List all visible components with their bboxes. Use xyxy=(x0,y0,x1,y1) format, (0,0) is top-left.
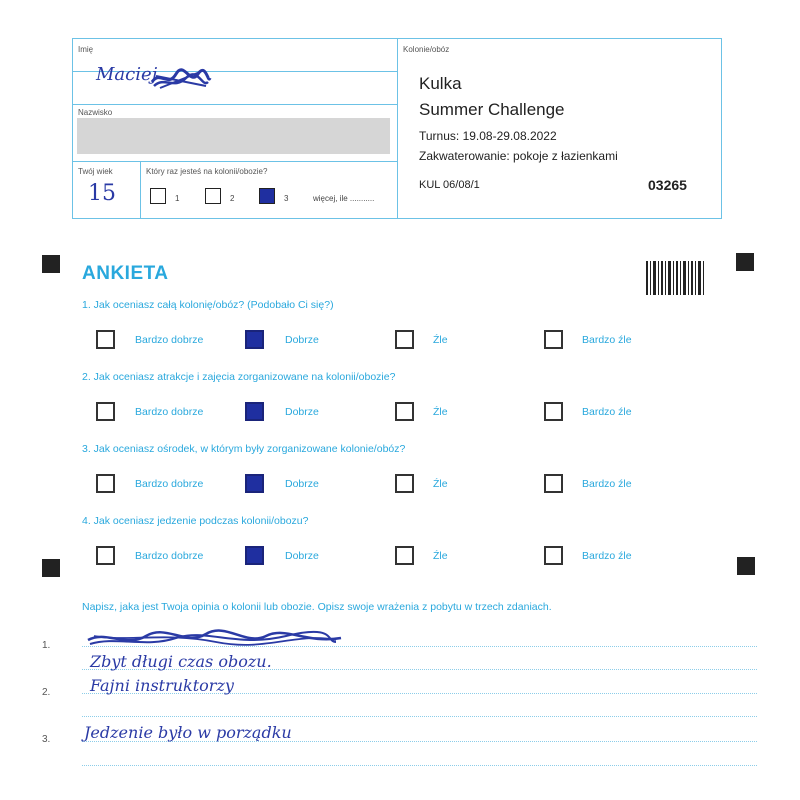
question-text: 3. Jak oceniasz ośrodek, w którym były zorganizowane kolonie/obóz? xyxy=(82,443,406,455)
rating-checkbox[interactable] xyxy=(96,402,115,421)
age-label: Twój wiek xyxy=(78,167,113,176)
header-rule xyxy=(140,161,141,219)
rating-option-label: Źle xyxy=(433,550,448,562)
rating-checkbox[interactable] xyxy=(395,330,414,349)
rating-option-label: Bardzo dobrze xyxy=(135,406,204,418)
answer-2[interactable]: Fajni instruktorzy xyxy=(90,676,234,695)
line-number: 3. xyxy=(42,734,51,745)
times-option-label: 2 xyxy=(230,194,235,203)
rating-checkbox[interactable] xyxy=(245,546,264,565)
rating-checkbox[interactable] xyxy=(96,546,115,565)
rating-option-label: Dobrze xyxy=(285,334,319,346)
times-option-label: 3 xyxy=(284,194,289,203)
camp-code: KUL 06/08/1 xyxy=(419,179,480,191)
rating-checkbox[interactable] xyxy=(395,474,414,493)
camp-subtitle: Summer Challenge xyxy=(419,100,565,119)
times-checkbox-1[interactable] xyxy=(150,188,166,204)
surname-label: Nazwisko xyxy=(78,108,113,117)
rating-option-label: Bardzo źle xyxy=(582,550,632,562)
line-number: 2. xyxy=(42,687,51,698)
crossed-out-scribble-icon xyxy=(86,628,346,650)
question-text: 1. Jak oceniasz całą kolonię/obóz? (Podobało Ci się?) xyxy=(82,299,334,311)
alignment-marker xyxy=(736,253,754,271)
times-checkbox-3[interactable] xyxy=(259,188,275,204)
rating-option-label: Źle xyxy=(433,406,448,418)
accommodation: Zakwaterowanie: pokoje z łazienkami xyxy=(419,149,618,163)
rating-checkbox[interactable] xyxy=(544,402,563,421)
question-text: 4. Jak oceniasz jedzenie podczas kolonii/obozu? xyxy=(82,515,309,527)
answer-3[interactable]: Jedzenie było w porządku xyxy=(84,723,292,742)
header-rule xyxy=(72,104,397,105)
answer-line xyxy=(82,765,757,766)
question-text: 2. Jak oceniasz atrakcje i zajęcia zorganizowane na kolonii/obozie? xyxy=(82,371,396,383)
rating-checkbox[interactable] xyxy=(544,330,563,349)
header-divider xyxy=(397,38,398,219)
rating-option-label: Dobrze xyxy=(285,550,319,562)
barcode-icon xyxy=(646,261,704,295)
rating-option-label: Bardzo źle xyxy=(582,406,632,418)
alignment-marker xyxy=(42,255,60,273)
times-label: Który raz jesteś na kolonii/obozie? xyxy=(146,167,268,176)
header-rule xyxy=(72,161,397,162)
camp-name: Kulka xyxy=(419,74,462,93)
times-option-label: więcej, ile ........... xyxy=(313,194,375,203)
rating-checkbox[interactable] xyxy=(96,330,115,349)
rating-option-label: Bardzo dobrze xyxy=(135,550,204,562)
name-label: Imię xyxy=(78,45,94,54)
redacted-scribble-icon xyxy=(150,66,212,92)
answer-1[interactable]: Zbyt długi czas obozu. xyxy=(90,652,272,671)
name-value[interactable]: Maciej xyxy=(96,64,158,85)
rating-option-label: Bardzo dobrze xyxy=(135,334,204,346)
rating-checkbox[interactable] xyxy=(544,474,563,493)
rating-checkbox[interactable] xyxy=(395,402,414,421)
turnus: Turnus: 19.08-29.08.2022 xyxy=(419,129,557,143)
rating-checkbox[interactable] xyxy=(245,474,264,493)
alignment-marker xyxy=(42,559,60,577)
alignment-marker xyxy=(737,557,755,575)
opinion-prompt: Napisz, jaka jest Twoja opinia o kolonii lub obozie. Opisz swoje wrażenia z pobytu w trzech zdaniach. xyxy=(82,601,552,613)
rating-checkbox[interactable] xyxy=(245,330,264,349)
rating-checkbox[interactable] xyxy=(395,546,414,565)
answer-line xyxy=(82,716,757,717)
rating-checkbox[interactable] xyxy=(96,474,115,493)
survey-title: ANKIETA xyxy=(82,263,169,284)
surname-field[interactable] xyxy=(77,118,390,154)
rating-checkbox[interactable] xyxy=(245,402,264,421)
rating-option-label: Bardzo dobrze xyxy=(135,478,204,490)
camp-label: Kolonie/obóz xyxy=(403,45,450,54)
rating-option-label: Bardzo źle xyxy=(582,478,632,490)
line-number: 1. xyxy=(42,640,51,651)
times-checkbox-2[interactable] xyxy=(205,188,221,204)
rating-option-label: Źle xyxy=(433,334,448,346)
rating-option-label: Źle xyxy=(433,478,448,490)
age-value[interactable]: 15 xyxy=(88,181,116,206)
rating-option-label: Bardzo źle xyxy=(582,334,632,346)
form-number: 03265 xyxy=(648,177,687,193)
rating-option-label: Dobrze xyxy=(285,478,319,490)
rating-option-label: Dobrze xyxy=(285,406,319,418)
times-option-label: 1 xyxy=(175,194,180,203)
rating-checkbox[interactable] xyxy=(544,546,563,565)
